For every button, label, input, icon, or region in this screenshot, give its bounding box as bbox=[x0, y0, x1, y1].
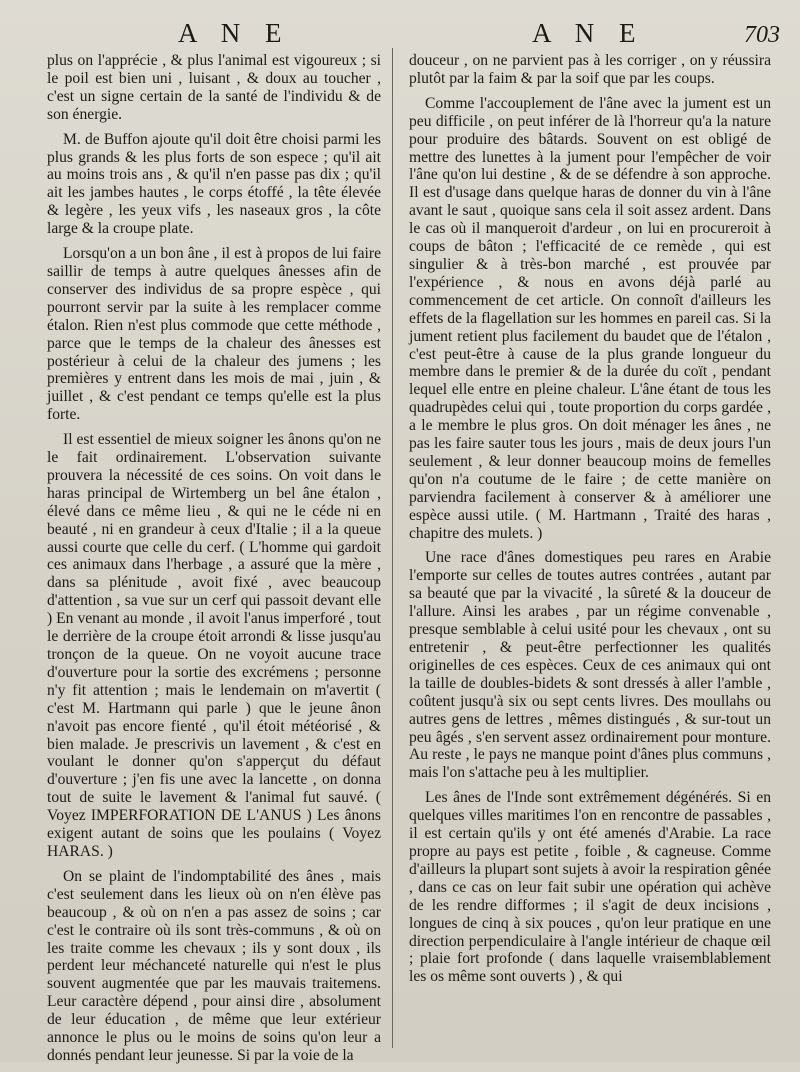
running-header bbox=[0, 14, 800, 48]
left-column bbox=[47, 52, 381, 1072]
paragraph: plus on l'apprécie , & plus l'animal est vigoureux ; si le poil est bien uni , luisant , & doux au toucher , c'est un signe certain de la santé de l'individu & de son énergie. bbox=[47, 52, 381, 123]
paragraph: Une race d'ânes domestiques peu rares en Arabie l'emporte sur celles de toutes autres contrées , autant par sa beauté que par la vivacité , la sûreté & la douceur de l'allure. Ainsi les arabes , par un régime convenable , presque semblable à celui usité pour les chevaux , ont su entretenir , & peut-être perfectionner les qualités originelles de ces espèces. Ceux de ces animaux qui ont la taille de doubles-bidets & sont dressés à aller l'amble , coûtent jusqu'à six ou sept cents livres. Des moullahs ou autres gens de lettres , mêmes distingués , & sur-tout un peu âgés , s'en servent assez ordinairement pour monture. Au reste , le pays ne manque point d'ânes plus communs , mais l'on s'attache peu à les multiplier. bbox=[409, 549, 771, 782]
paragraph: Les ânes de l'Inde sont extrêmement dégénérés. Si en quelques villes maritimes l'on en rencontre de passables , il est certain qu'ils y ont été amenés d'Arabie. La race propre au pays est petite , foible , & cagneuse. Comme d'ailleurs la plupart sont sujets à avoir la respiration gênée , dans ce cas on leur fait subir une opération qui achève de les rendre difformes ; il s'agit de deux incisions , longues de cinq à six pouces , qu'on leur pratique en une direction perpendiculaire à l'angle intérieur de chaque œil ; plaie fort profonde ( dans laquelle vraisemblablement les os même sont ouverts ) , & qui bbox=[409, 789, 771, 986]
paragraph: Il est essentiel de mieux soigner les ânons qu'on ne le fait ordinairement. L'observation suivante prouvera la nécessité de ces soins. On voit dans le haras principal de Wirtemberg un bel âne étalon , élevé dans ce même lieu , & qui ne le céde ni en beauté , ni en grandeur à ceux d'Italie ; il a la queue aussi courte que celle du cerf. ( L'homme qui gardoit ces animaux dans l'herbage , a assuré que la mère , dans sa plénitude , avoit fixé , avec beaucoup d'attention , sa vue sur un cerf qui passoit devant elle ) En venant au monde , il avoit l'anus imperforé , tout le derrière de la croupe étoit arrondi & lisse jusqu'au tronçon de la queue. On ne voyoit aucune trace d'ouverture pour la sortie des excrémens ; personne n'y fit attention ; mais le lendemain on m'avertit ( c'est M. Hartmann qui parle ) que le jeune ânon n'avoit pas encore fienté , qu'il étoit météorisé , & bien malade. Je prescrivis un lavement , & c'est en voulant le donner qu'on s'apperçut du défaut d'ouverture ; j'en fis une avec la lancette , on donna tout de suite le lavement & l'animal fut sauvé. ( Voyez IMPERFORATION DE L'ANUS ) Les ânons exigent autant de soins que les poulains ( Voyez HARAS. ) bbox=[47, 431, 381, 860]
running-head-left: A N E bbox=[178, 18, 291, 48]
column-divider bbox=[392, 48, 393, 1048]
paragraph: On se plaint de l'indomptabilité des ânes , mais c'est seulement dans les lieux où on n'en élève pas beaucoup , & où on n'en a pas assez de soins ; car c'est le contraire où ils sont très-communs , & où on les traite comme les chevaux ; ils y sont doux , ils perdent leur méchanceté naturelle qui n'est le plus souvent augmentée que par les mauvais traitemens. Leur caractère dépend , pour ainsi dire , absolument de leur éducation , de même que leur extérieur annonce le plus ou le moins de soins qu'on leur a donnés pendant leur jeunesse. Si par la voie de la bbox=[47, 867, 381, 1064]
running-head-right: A N E bbox=[532, 18, 645, 48]
paragraph: Lorsqu'on a un bon âne , il est à propos de lui faire saillir de temps à autre quelques ânesses afin de conserver des individus de sa propre espèce , qui pourront servir par la suite à les remplacer comme étalon. Rien n'est plus commode que cette méthode , parce que le temps de la chaleur des ânesses est postérieur à celui de la chaleur des jumens ; les premières y entrent dans les mois de mai , juin , & juillet , & c'est pendant ce temps qu'elle est la plus forte. bbox=[47, 245, 381, 424]
paragraph: M. de Buffon ajoute qu'il doit être choisi parmi les plus grands & les plus forts de son espece ; qu'il ait au moins trois ans , & qu'il n'en passe pas dix ; qu'il ait les jambes hautes , le corps étoffé , la tête élevée & legère , les yeux vifs , les naseaux gros , la côte large & la croupe plate. bbox=[47, 130, 381, 238]
right-column bbox=[409, 52, 771, 993]
page-number: 703 bbox=[744, 22, 780, 48]
paragraph: Comme l'accouplement de l'âne avec la jument est un peu difficile , on peut inférer de là l'horreur qu'a la nature pour produire des bâtards. Souvent on est obligé de mettre des lunettes à la jument pour l'empêcher de voir l'âne qu'on lui destine , & de se défendre à son approche. Il est d'usage dans quelque haras de donner du vin à l'âne avant le saut , quoique sans cela il soit assez ardent. Dans le cas où il manqueroit d'ardeur , on lui en procureroit à coups de bâton ; l'efficacité de ce remède , qui est singulier & à très-bon marché , est prouvée par l'expérience , & nous en avons déjà parlé au commencement de cet article. On connoît d'ailleurs les effets de la flagellation sur les hommes en pareil cas. Si la jument retient plus facilement du baudet que de l'étalon , c'est peut-être à cause de la plus grande longueur du membre dans le premier & de la durée du coït , pendant lequel elle entre en pleine chaleur. L'âne étant de tous les quadrupèdes celui qui , toute proportion du corps gardée , a le membre le plus gros. On doit ménager les ânes , ne pas les faire sauter tous les jours , mais de deux jours l'un seulement , & leur donner beaucoup moins de femelles qu'on n'a coutume de le faire ; de cette manière on parviendra facilement à conserver & à améliorer une espèce aussi utile. ( M. Hartmann , Traité des haras , chapitre des mulets. ) bbox=[409, 94, 771, 542]
paragraph: douceur , on ne parvient pas à les corriger , on y réussira plutôt par la faim & par la soif que par les coups. bbox=[409, 52, 771, 87]
